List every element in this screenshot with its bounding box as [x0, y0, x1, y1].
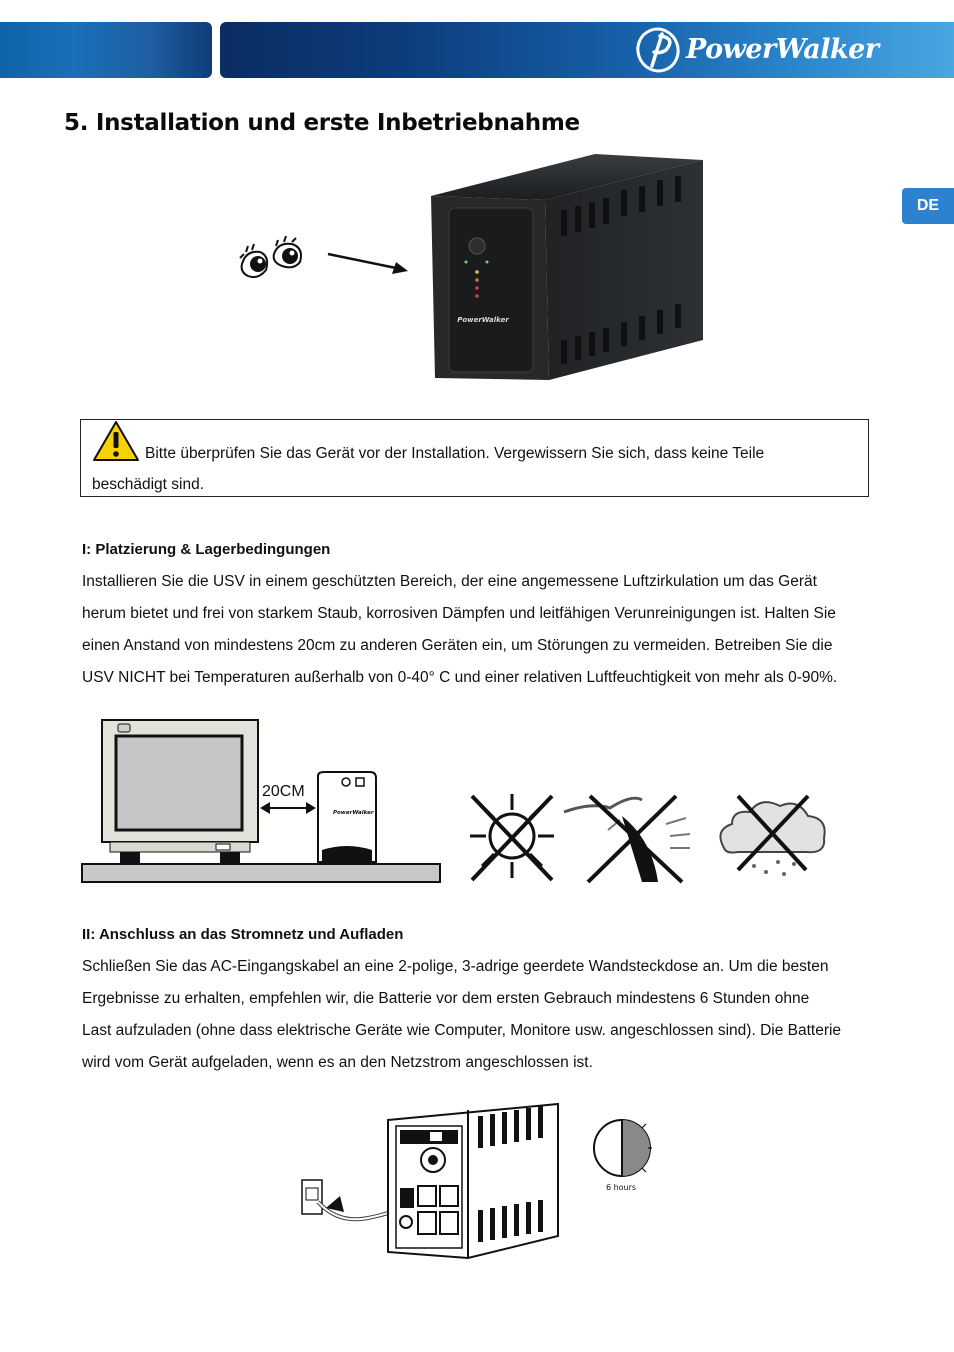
placement-paragraph [82, 566, 902, 694]
small-ups-logo: PowerWalker [333, 810, 374, 816]
placement-line: Installieren Sie die USV in einem geschützten Bereich, der eine angemessene Luftzirkulation um das Gerät [82, 573, 817, 590]
arrow-icon [326, 248, 412, 278]
connection-heading: II: Anschluss an das Stromnetz und Aufladen [82, 926, 404, 943]
connection-paragraph [82, 951, 912, 1079]
page-title: 5. Installation und erste Inbetriebnahme [64, 110, 580, 136]
ups-rear-image [298, 1100, 562, 1260]
placement-heading: I: Platzierung & Lagerbedingungen [82, 541, 331, 558]
placement-line: herum bietet und frei von starkem Staub, korrosiven Dämpfen und leitfähigen Verunreinigungen ist. Halten Sie [82, 605, 836, 622]
language-tab[interactable]: DE [902, 188, 954, 224]
clock-icon [588, 1116, 658, 1196]
distance-label: 20CM [262, 783, 305, 800]
ups-front-image [425, 150, 707, 386]
connection-line: wird vom Gerät aufgeladen, wenn es an den Netzstrom angeschlossen ist. [82, 1054, 593, 1071]
connection-line: Ergebnisse zu erhalten, empfehlen wir, die Batterie vor dem ersten Gebrauch mindestens 6 Stunden ohne [82, 990, 810, 1007]
placement-line: USV NICHT bei Temperaturen außerhalb von 0-40° C und einer relativen Luftfeuchtigkeit von mehr als 0-90%. [82, 669, 838, 686]
warning-text-line2: beschädigt sind. [92, 476, 205, 493]
warning-icon [92, 420, 140, 462]
no-rain-icon [562, 790, 694, 884]
connection-line: Schließen Sie das AC-Eingangskabel an eine 2-polige, 3-adrige geerdete Wandsteckdose an. Um die besten [82, 958, 829, 975]
ups-front-logo: PowerWalker [457, 316, 509, 324]
placement-illustration [80, 716, 460, 886]
placement-line: einen Anstand von mindestens 20cm zu anderen Geräten ein, um Störungen zu vermeiden. Betreiben Sie die [82, 637, 833, 654]
no-sunlight-icon [466, 790, 558, 884]
clock-label: 6 hours [605, 1183, 637, 1192]
eyes-icon [236, 236, 310, 288]
warning-text-line1: Bitte überprüfen Sie das Gerät vor der Installation. Vergewissern Sie sich, dass keine Teile [145, 445, 765, 462]
no-humidity-icon [714, 790, 830, 880]
header-banner-left [0, 22, 212, 78]
brand-name: PowerWalker [686, 34, 879, 65]
connection-line: Last aufzuladen (ohne dass elektrische Geräte wie Computer, Monitore usw. angeschlossen sind). Die Batterie [82, 1022, 842, 1039]
